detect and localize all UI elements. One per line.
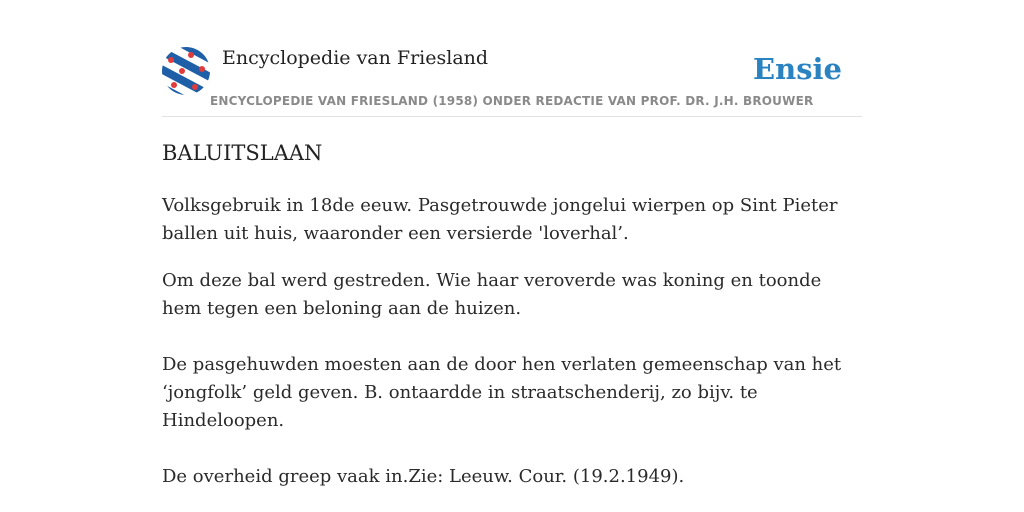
article-paragraph-2: Om deze bal werd gestreden. Wie haar veroverde was koning en toonde hem tegen een beloning aan de huizen.	[162, 270, 822, 319]
ensie-logo-link[interactable]: Ensie	[753, 52, 842, 86]
article-paragraph-1: Volksgebruik in 18de eeuw. Pasgetrouwde jongelui wierpen op Sint Pieter ballen uit huis, waaronder een versierde 'loverhal’.	[162, 195, 838, 244]
site-subtitle: ENCYCLOPEDIE VAN FRIESLAND (1958) ONDER REDACTIE VAN PROF. DR. J.H. BROUWER	[210, 94, 814, 108]
article-paragraph-4: De overheid greep vaak in.Zie: Leeuw. Cour. (19.2.1949).	[162, 466, 685, 487]
article-paragraph-3: De pasgehuwden moesten aan de door hen verlaten gemeenschap van het ‘jongfolk’ geld geven. B. ontaardde in straatschenderij, zo bijv. te Hindeloopen.	[162, 354, 842, 431]
frisian-flag-icon[interactable]	[162, 47, 210, 95]
article-body	[162, 192, 862, 491]
article-title: BALUITSLAAN	[162, 141, 323, 165]
site-header	[162, 44, 862, 117]
site-name[interactable]: Encyclopedie van Friesland	[222, 47, 489, 69]
